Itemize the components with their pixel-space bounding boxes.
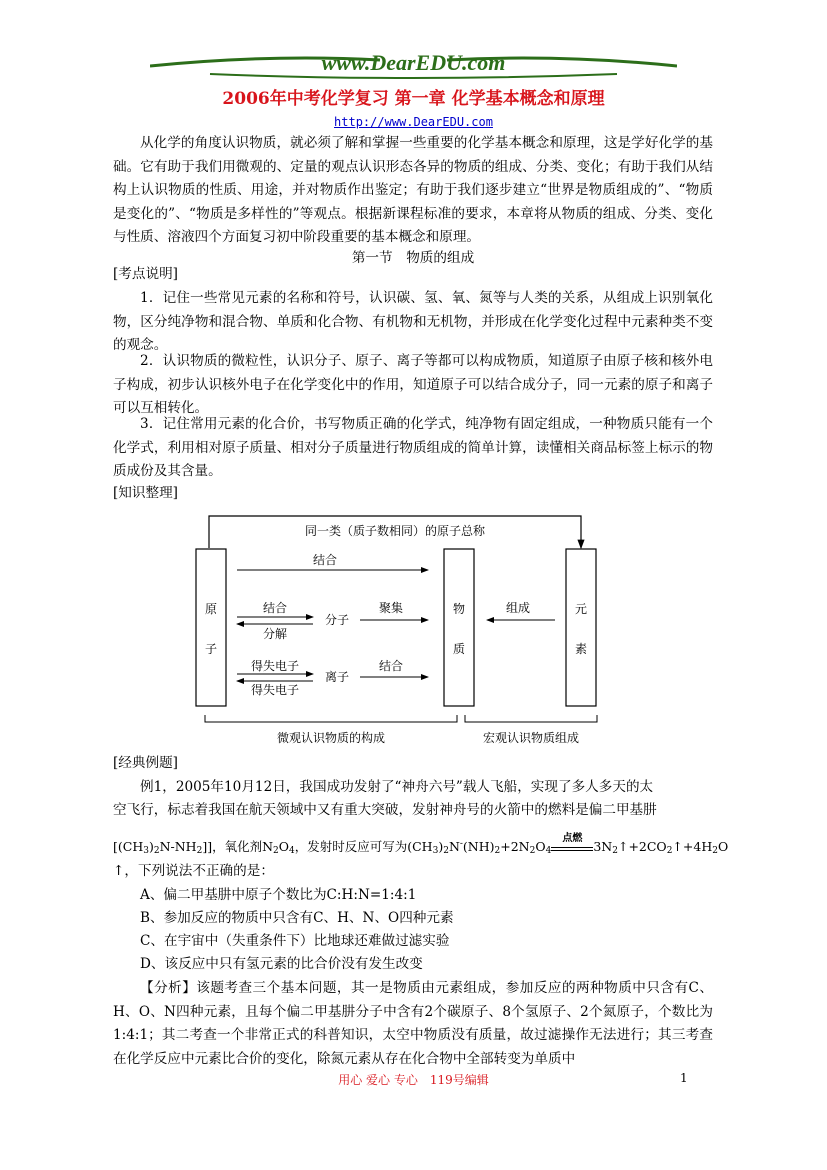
macro-label: 宏观认识物质组成 bbox=[482, 731, 580, 745]
knowledge-heading: [知识整理] bbox=[113, 485, 178, 501]
option-d: D、该反应中只有氢元素的比合价没有发生改变 bbox=[140, 956, 423, 972]
option-b: B、参加反应的物质中只含有C、H、N、O四种元素 bbox=[140, 910, 454, 926]
gain-lose-label-2: 得失电子 bbox=[250, 683, 300, 697]
reaction-condition: 点燃 bbox=[562, 833, 583, 845]
atom-char-1: 原 bbox=[204, 602, 218, 616]
page-number: 1 bbox=[680, 1071, 688, 1085]
combine-ion-label: 结合 bbox=[378, 659, 404, 673]
analysis-tag: 【分析】 bbox=[140, 980, 197, 996]
site-link[interactable]: http://www.DearEDU.com bbox=[334, 115, 493, 129]
matter-char-1: 物 bbox=[452, 602, 466, 616]
option-c: C、在宇宙中（失重条件下）比地球还难做过滤实验 bbox=[140, 933, 450, 949]
gain-lose-label-1: 得失电子 bbox=[250, 659, 300, 673]
matter-char-2: 质 bbox=[452, 642, 466, 656]
top-label: 同一类（质子数相同）的原子总称 bbox=[304, 524, 486, 538]
molecule-label: 分子 bbox=[324, 613, 350, 627]
example-heading: [经典例题] bbox=[113, 755, 178, 771]
reaction-formula-line: $[(CH_3)_2N-NH_2]$]，氧化剂$N_2O_4$，发射时反应可写为$(CH_3)_2N^-(NH)_2+2N_2O_4$ 点燃 $3N_2↑+2CO_2↑+4H_2O$ bbox=[113, 833, 728, 864]
option-a: A、偏二甲基肼中原子个数比为C:H:N=1:4:1 bbox=[140, 887, 417, 903]
exam-point-1: 1．记住一些常见元素的名称和符号，认识碳、氢、氧、氮等与人类的关系，从组成上识别氧化物，区分纯净物和混合物、单质和化合物、有机物和无机物，并形成在化学变化过程中元素种类不变的观念。 bbox=[113, 290, 713, 353]
example-line-2: 空飞行，标志着我国在航天领域中又有重大突破，发射神舟号的火箭中的燃料是偏二甲基肼 bbox=[113, 802, 657, 818]
exam-points-heading: [考点说明] bbox=[113, 266, 178, 282]
page-footer: 用心 爱心 专心 119号编辑 bbox=[338, 1073, 489, 1087]
composition-diagram bbox=[195, 512, 615, 752]
element-char-1: 元 bbox=[574, 602, 588, 616]
exam-point-2: 2．认识物质的微粒性，认识分子、原子、离子等都可以构成物质，知道原子由原子核和核外电子构成，初步认识核外电子在化学变化中的作用，知道原子可以结合成分子，同一元素的原子和离子可以互相转化。 bbox=[113, 353, 713, 416]
example-line-1: 例1，2005年10月12日，我国成功发射了“神舟六号”载人飞船，实现了多人多天的太 bbox=[140, 779, 654, 795]
matter-box bbox=[444, 549, 474, 706]
example-line-4: ↑，下列说法不正确的是： bbox=[113, 863, 274, 879]
element-char-2: 素 bbox=[574, 642, 588, 656]
ion-label: 离子 bbox=[324, 670, 350, 684]
decompose-label: 分解 bbox=[262, 627, 288, 641]
page-title: 2006年中考化学复习 第一章 化学基本概念和原理 bbox=[222, 89, 605, 109]
aggregate-label: 聚集 bbox=[378, 601, 404, 615]
compose-label: 组成 bbox=[505, 601, 531, 615]
section-title: 第一节 物质的组成 bbox=[351, 250, 475, 266]
analysis-text: 该题考查三个基本问题，其一是物质由元素组成，参加反应的两种物质中只含有C、H、O、N四种元素，且每个偏二甲基肼分子中含有2个碳原子、8个氢原子、2个氮原子，个数比为1:4:1；其二考查一个非常正式的科普知识，太空中物质没有质量，故过滤操作无法进行；其三考查在化学反应中元素比合价的变化，除氮元素从存在化合物中全部转变为单质中 bbox=[113, 980, 713, 1067]
exam-point-3: 3．记住常用元素的化合价，书写物质正确的化学式，纯净物有固定组成，一种物质只能有一个化学式，利用相对原子质量、相对分子质量进行物质组成的简单计算，读懂相关商品标签上标示的物质成份及其含量。 bbox=[113, 416, 713, 479]
atom-box bbox=[196, 549, 226, 706]
analysis-paragraph bbox=[113, 977, 713, 1071]
combine-mol-label: 结合 bbox=[262, 601, 288, 615]
element-box bbox=[566, 549, 596, 706]
combine-top-label: 结合 bbox=[312, 553, 338, 567]
atom-char-2: 子 bbox=[204, 642, 218, 656]
intro-paragraph: 从化学的角度认识物质，就必须了解和掌握一些重要的化学基本概念和原理，这是学好化学的基础。它有助于我们用微观的、定量的观点认识形态各异的物质的组成、分类、变化；有助于我们从结构上认识物质的性质、用途，并对物质作出鉴定；有助于我们逐步建立“世界是物质组成的”、“物质是变化的”、“物质是多样性的”等观点。根据新课程标准的要求，本章将从物质的组成、分类、变化与性质、溶液四个方面复习初中阶段重要的基本概念和原理。 bbox=[113, 135, 713, 245]
site-logo: www.DearEDU.com bbox=[321, 50, 506, 75]
micro-label: 微观认识物质的构成 bbox=[276, 731, 386, 745]
